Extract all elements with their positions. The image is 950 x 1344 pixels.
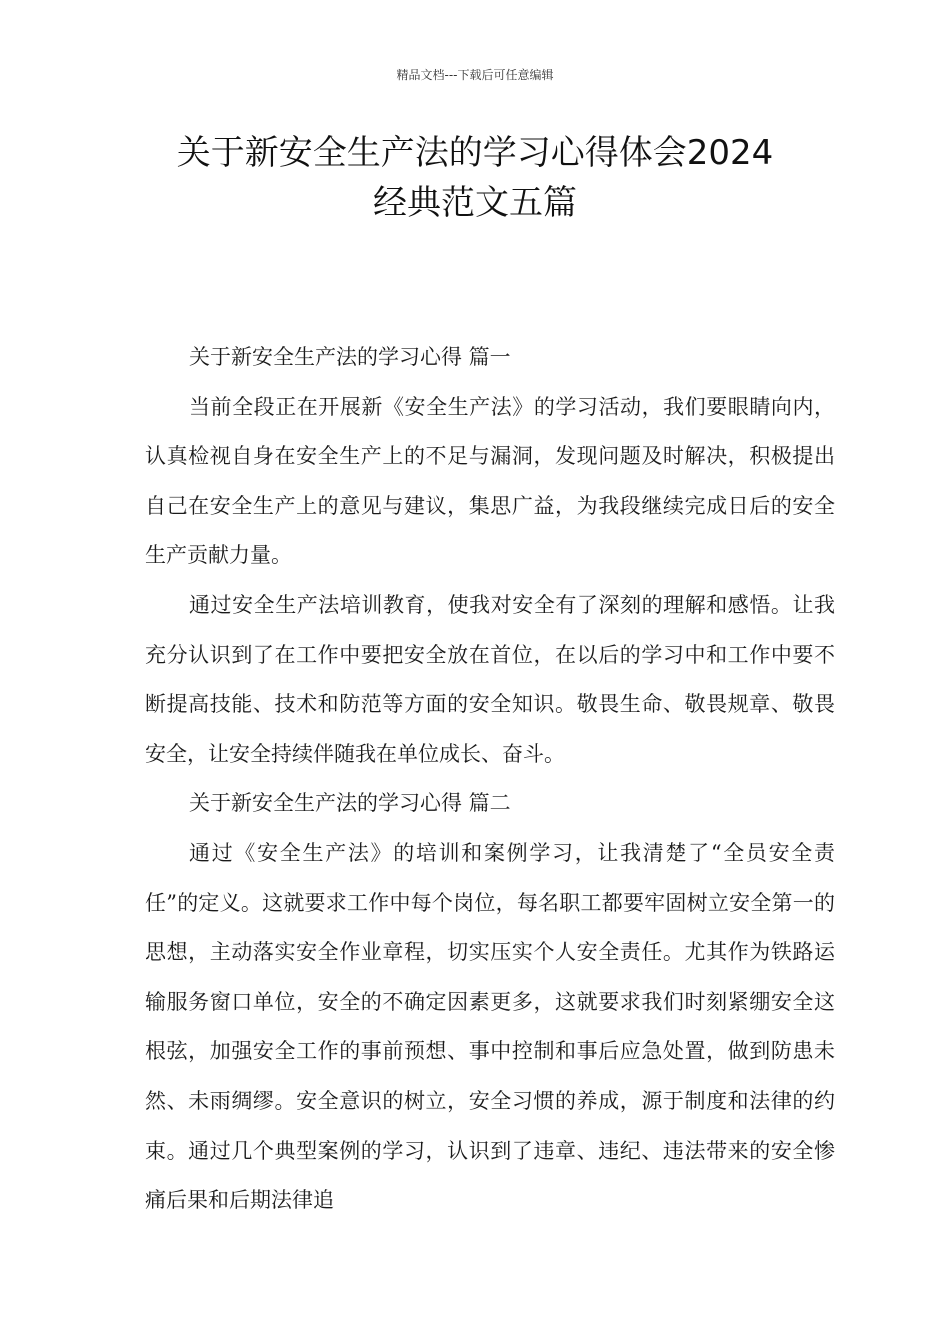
title-line-2: 经典范文五篇 <box>373 183 577 223</box>
paragraph-1-1: 当前全段正在开展新《安全生产法》的学习活动，我们要眼睛向内，认真检视自身在安全生产上的不足与漏洞，发现问题及时解决，积极提出自己在安全生产上的意见与建议，集思广益，为我段继续完成日后的安全生产贡献力量。 <box>145 394 835 568</box>
paragraph-1-2: 通过安全生产法培训教育，使我对安全有了深刻的理解和感悟。让我充分认识到了在工作中要把安全放在首位，在以后的学习中和工作中要不断提高技能、技术和防范等方面的安全知识。敬畏生命、敬畏规章、敬畏安全，让安全持续伴随我在单位成长、奋斗。 <box>145 592 835 766</box>
title-line-1: 关于新安全生产法的学习心得体会2024 <box>176 133 774 173</box>
document-body <box>145 333 835 1226</box>
header-note: 精品文档---下载后可任意编辑 <box>396 68 554 82</box>
paragraph-2-1: 通过《安全生产法》的培训和案例学习，让我清楚了“全员安全责任”的定义。这就要求工作中每个岗位，每名职工都要牢固树立安全第一的思想，主动落实安全作业章程，切实压实个人安全责任。尤其作为铁路运输服务窗口单位，安全的不确定因素更多，这就要求我们时刻紧绷安全这根弦，加强安全工作的事前预想、事中控制和事后应急处置，做到防患未然、未雨绸缪。安全意识的树立，安全习惯的养成，源于制度和法律的约束。通过几个典型案例的学习，认识到了违章、违纪、违法带来的安全惨痛后果和后期法律追 <box>145 840 835 1213</box>
document-title <box>100 128 850 228</box>
section-heading-1: 关于新安全生产法的学习心得 篇一 <box>189 345 511 369</box>
section-heading-2: 关于新安全生产法的学习心得 篇二 <box>189 791 511 816</box>
